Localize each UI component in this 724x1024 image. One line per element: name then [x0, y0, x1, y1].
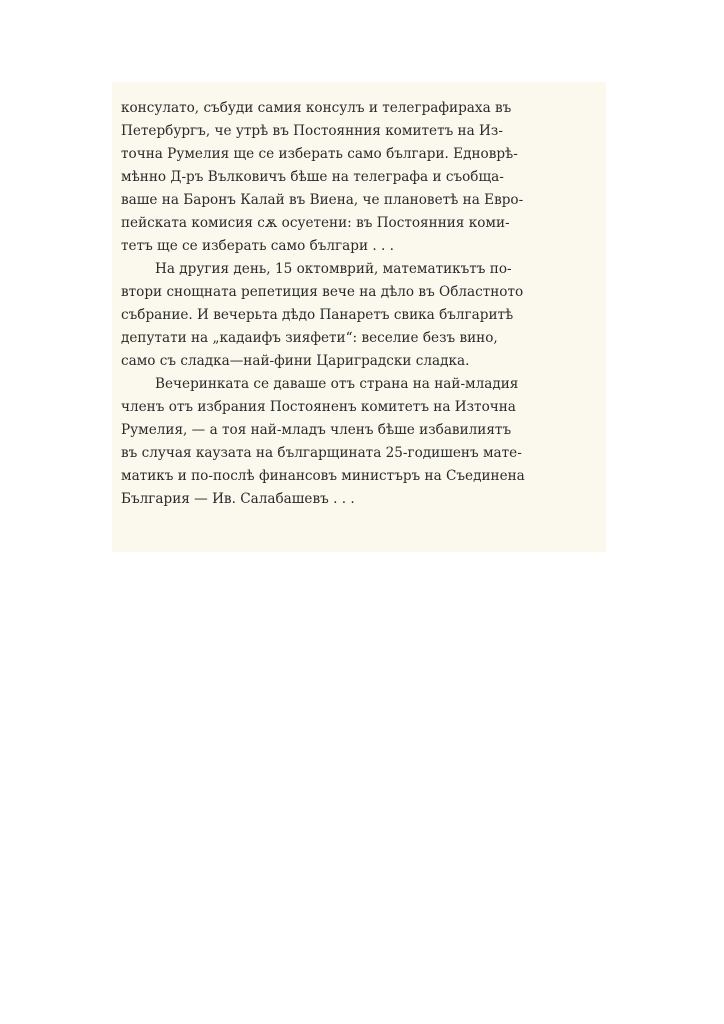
- paragraph-3: [121, 373, 601, 511]
- text-line: втори снощната репетиция вече на дѣло въ Областното: [121, 284, 524, 300]
- paragraph-1: [121, 97, 601, 258]
- document-text: [121, 97, 601, 511]
- text-line: На другия день, 15 октомврий, математикътъ по-: [155, 261, 512, 277]
- text-line: само съ сладка—най-фини Цариградски сладка.: [121, 353, 470, 369]
- text-line: тетъ ще се изберать само българи . . .: [121, 238, 394, 254]
- text-line: България — Ив. Салабашевъ . . .: [121, 491, 355, 507]
- text-line: въ случая каузата на българщината 25-годишенъ мате-: [121, 445, 522, 461]
- text-line: Петербургъ, че утрѣ въ Постоянния комитетъ на Из-: [121, 123, 503, 139]
- text-line: членъ отъ избрания Постояненъ комитетъ на Източна: [121, 399, 516, 415]
- text-line: Румелия, — а тоя най-младъ членъ бѣше избавилиятъ: [121, 422, 512, 438]
- text-line: събрание. И вечерьта дѣдо Панаретъ свика българитѣ: [121, 307, 514, 323]
- text-line: ваше на Баронъ Калай въ Виена, че плановетѣ на Евро-: [121, 192, 524, 208]
- text-line: матикъ и по-послѣ финансовъ министъръ на Съединена: [121, 468, 525, 484]
- text-line: пейската комисия сѫ осуетени: въ Постоянния коми-: [121, 215, 510, 231]
- paragraph-2: [121, 258, 601, 373]
- text-line: Вечеринката се даваше отъ страна на най-младия: [155, 376, 519, 392]
- text-line: точна Румелия ще се изберать само българи. Едноврѣ-: [121, 146, 518, 162]
- text-line: депутати на „кадаифъ зияфети“: веселие безъ вино,: [121, 330, 498, 346]
- text-line: консулато, събуди самия консулъ и телеграфираха въ: [121, 100, 512, 116]
- text-line: мѣнно Д-ръ Вълковичъ бѣше на телеграфа и съобща-: [121, 169, 504, 185]
